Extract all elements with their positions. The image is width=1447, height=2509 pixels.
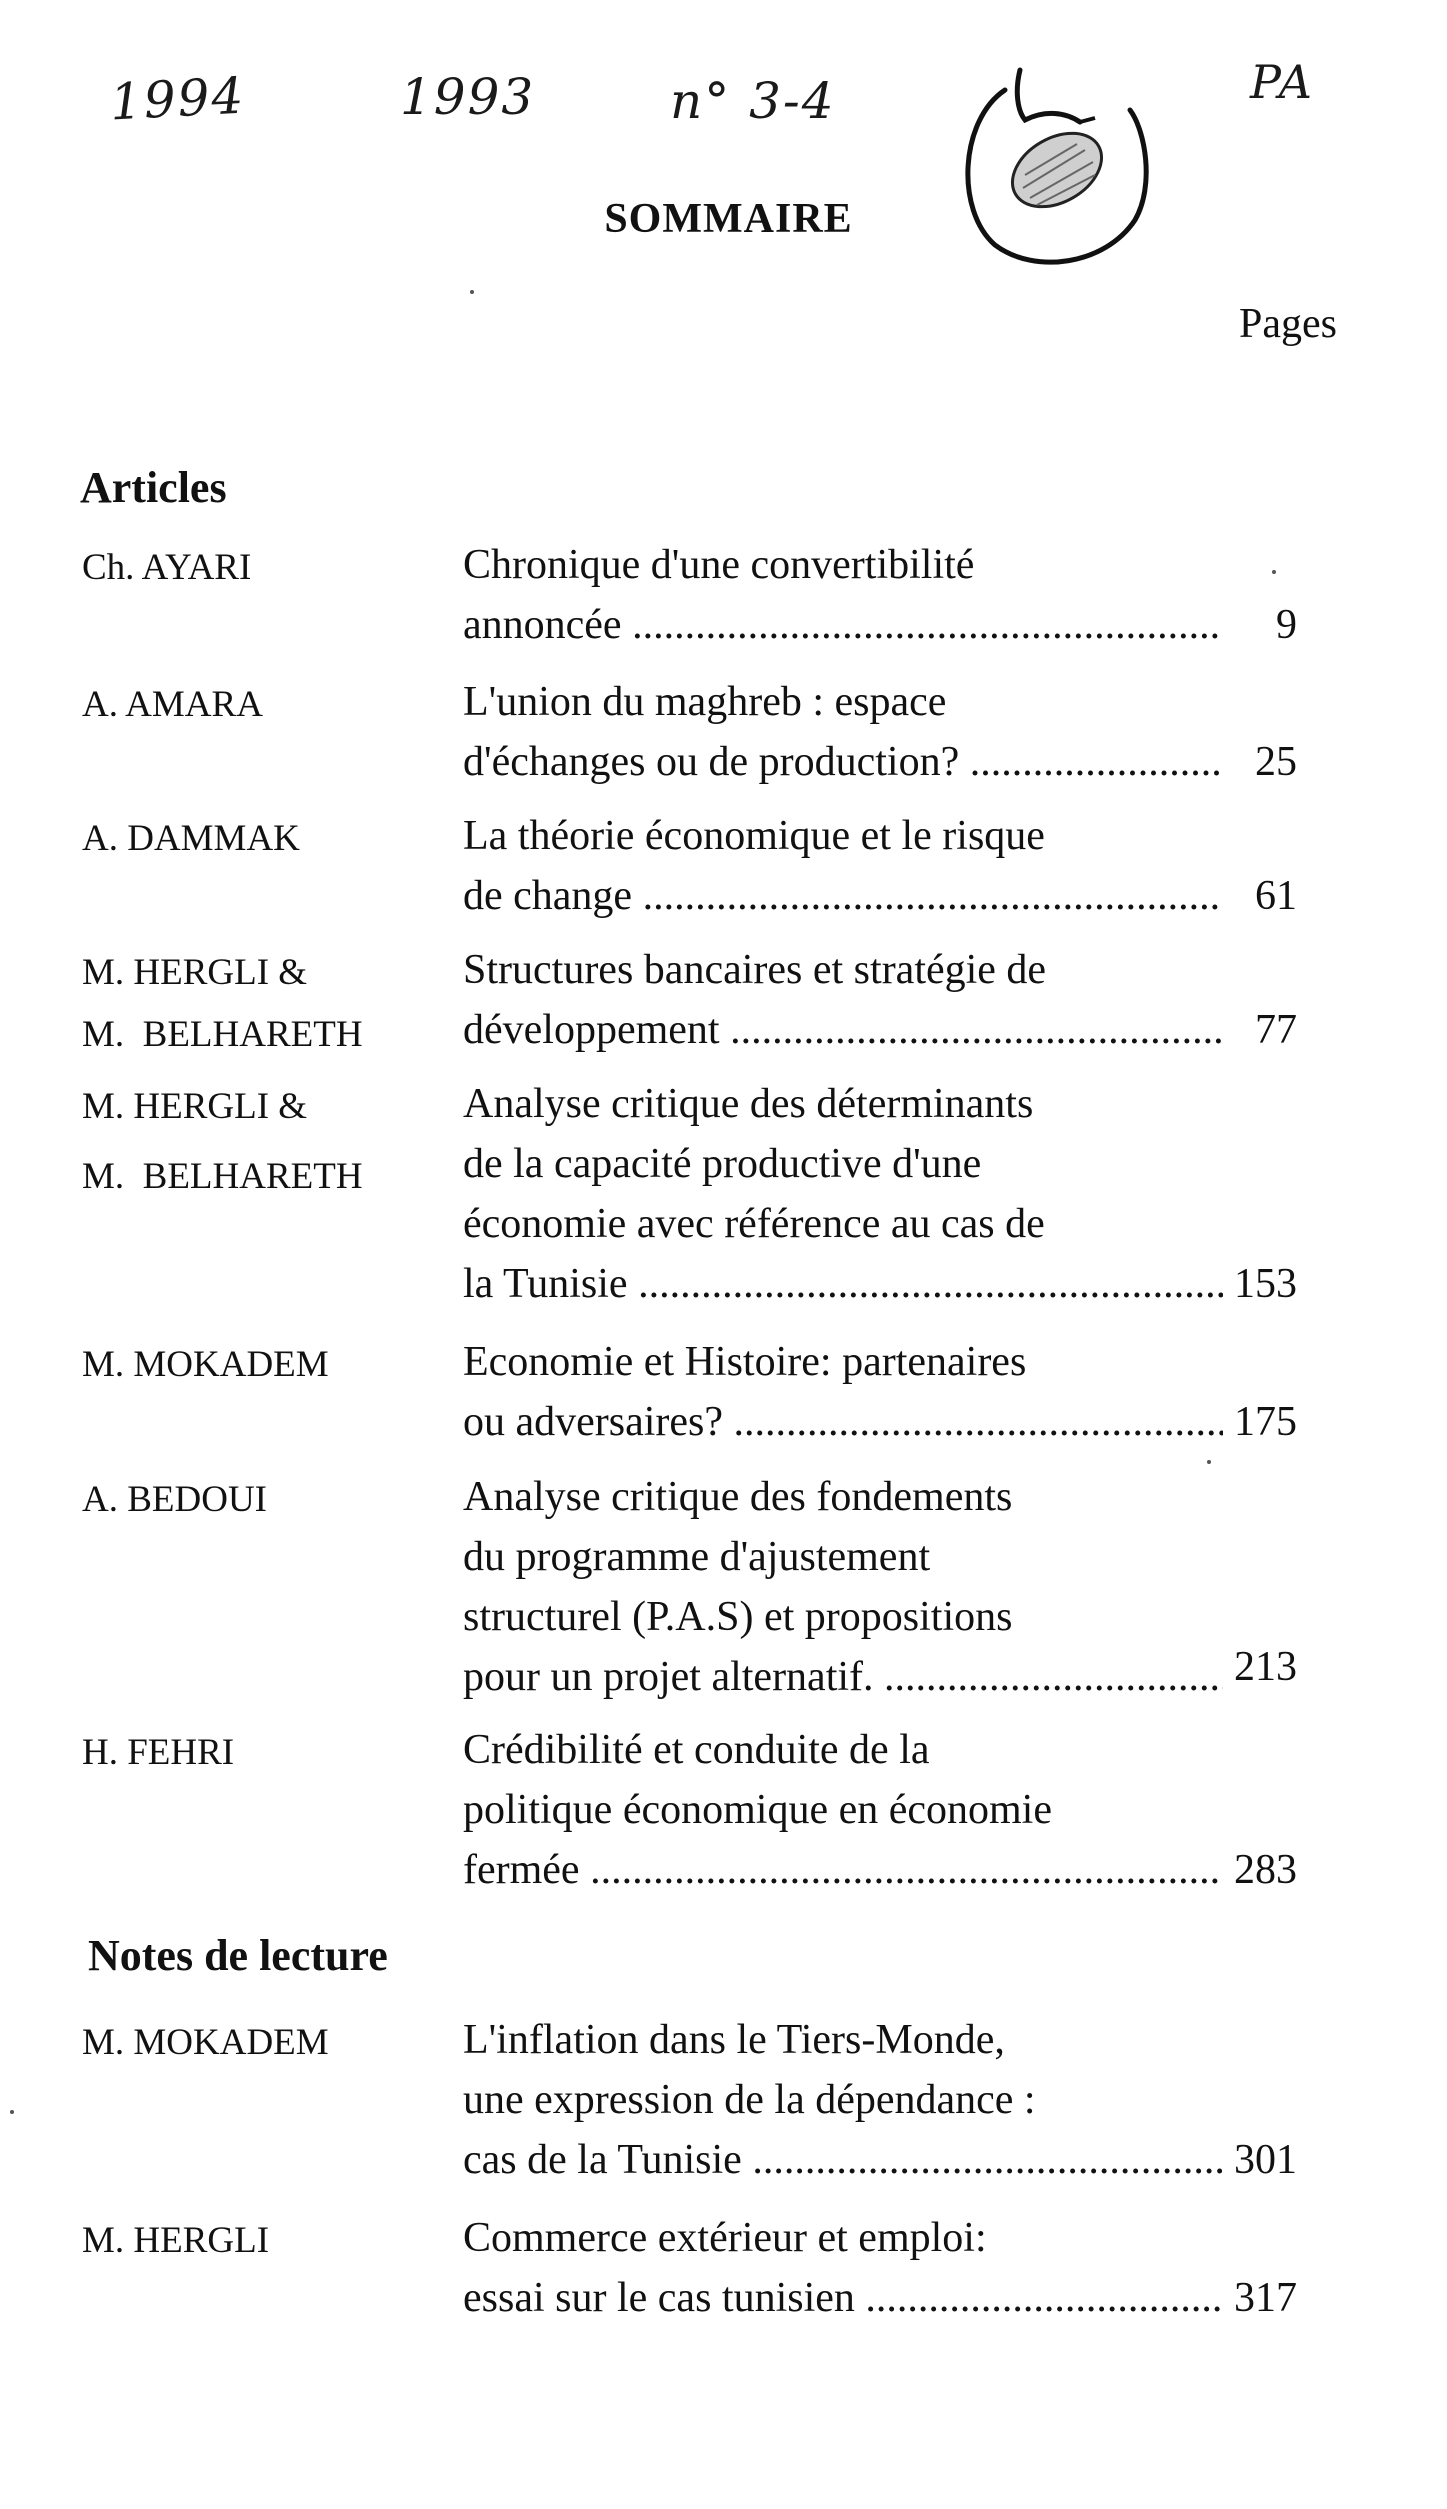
scan-speck — [10, 2110, 14, 2114]
entry-author: Ch. AYARI — [82, 547, 252, 588]
entry-title-line: L'union du maghreb : espace — [463, 679, 947, 725]
entry-page-number: 283 — [1234, 1847, 1297, 1893]
library-stamp-icon — [945, 50, 1155, 280]
entry-author: H. FEHRI — [82, 1732, 235, 1773]
entry-title — [463, 2010, 1223, 2190]
entry-page-number: 77 — [1255, 1007, 1297, 1053]
section-heading-articles: Articles — [80, 463, 227, 512]
entry-author: M. BELHARETH — [82, 1014, 363, 1055]
entry-title-line: pour un projet alternatif. ..... — [463, 1647, 1223, 1707]
entry-title — [463, 1074, 1223, 1314]
entry-title-line: fermée ..... — [463, 1840, 1223, 1900]
entry-title — [463, 672, 1223, 792]
entry-title-line: cas de la Tunisie ..... — [463, 2130, 1223, 2190]
scan-speck — [1272, 570, 1276, 574]
entry-title — [463, 940, 1223, 1060]
entry-title-line: du programme d'ajustement — [463, 1534, 931, 1580]
entry-title-line: une expression de la dépendance : — [463, 2077, 1036, 2123]
entry-title — [463, 535, 1223, 655]
handwritten-corner-mark: PA — [1250, 55, 1314, 109]
entry-author: A. AMARA — [82, 684, 263, 725]
entry-title-line: la Tunisie ..... — [463, 1254, 1223, 1314]
entry-title-line: développement ..... — [463, 1000, 1223, 1060]
entry-title-line: structurel (P.A.S) et propositions — [463, 1594, 1013, 1640]
scan-speck — [1207, 1460, 1211, 1464]
entry-author: M. HERGLI — [82, 2220, 270, 2261]
entry-title-line: Chronique d'une convertibilité — [463, 542, 975, 588]
entry-title-line: annoncée ..... — [463, 595, 1223, 655]
entry-page-number: 153 — [1234, 1261, 1297, 1307]
pages-column-label: Pages — [1239, 301, 1337, 347]
handwritten-issue-number: n° 3-4 — [670, 72, 836, 130]
entry-author: M. HERGLI & — [82, 952, 308, 993]
entry-page-number: 213 — [1234, 1644, 1297, 1690]
entry-title — [463, 2208, 1223, 2328]
entry-title-line: La théorie économique et le risque — [463, 813, 1045, 859]
entry-title-line: ou adversaires? ..... — [463, 1392, 1223, 1452]
entry-author: M. HERGLI & — [82, 1086, 308, 1127]
entry-title-line: Economie et Histoire: partenaires — [463, 1339, 1027, 1385]
section-heading-notes-de-lecture: Notes de lecture — [88, 1931, 388, 1980]
entry-page-number: 9 — [1276, 602, 1297, 648]
entry-title-line: économie avec référence au cas de — [463, 1201, 1045, 1247]
entry-title-line: L'inflation dans le Tiers-Monde, — [463, 2017, 1005, 2063]
entry-title — [463, 1467, 1223, 1707]
entry-title-line: Commerce extérieur et emploi: — [463, 2215, 987, 2261]
entry-title-line: Analyse critique des déterminants — [463, 1081, 1034, 1127]
entry-title-line: Analyse critique des fondements — [463, 1474, 1013, 1520]
entry-page-number: 61 — [1255, 873, 1297, 919]
entry-title — [463, 1332, 1223, 1452]
entry-page-number: 25 — [1255, 739, 1297, 785]
entry-title-line: de change ..... — [463, 866, 1223, 926]
entry-author: A. BEDOUI — [82, 1479, 267, 1520]
handwritten-year-1: 1994 — [108, 66, 247, 132]
entry-author: M. MOKADEM — [82, 2022, 329, 2063]
entry-title — [463, 806, 1223, 926]
scan-speck — [470, 290, 474, 294]
page-title: SOMMAIRE — [604, 196, 853, 242]
entry-title-line: essai sur le cas tunisien ..... — [463, 2268, 1223, 2328]
entry-page-number: 175 — [1234, 1399, 1297, 1445]
entry-title — [463, 1720, 1223, 1900]
entry-title-line: de la capacité productive d'une — [463, 1141, 982, 1187]
entry-author: M. MOKADEM — [82, 1344, 329, 1385]
entry-page-number: 317 — [1234, 2275, 1297, 2321]
entry-author: M. BELHARETH — [82, 1156, 363, 1197]
entry-page-number: 301 — [1234, 2137, 1297, 2183]
entry-title-line: Crédibilité et conduite de la — [463, 1727, 930, 1773]
entry-title-line: Structures bancaires et stratégie de — [463, 947, 1047, 993]
handwritten-year-2: 1993 — [400, 68, 536, 126]
entry-title-line: d'échanges ou de production? ..... — [463, 732, 1223, 792]
entry-author: A. DAMMAK — [82, 818, 300, 859]
entry-title-line: politique économique en économie — [463, 1787, 1052, 1833]
